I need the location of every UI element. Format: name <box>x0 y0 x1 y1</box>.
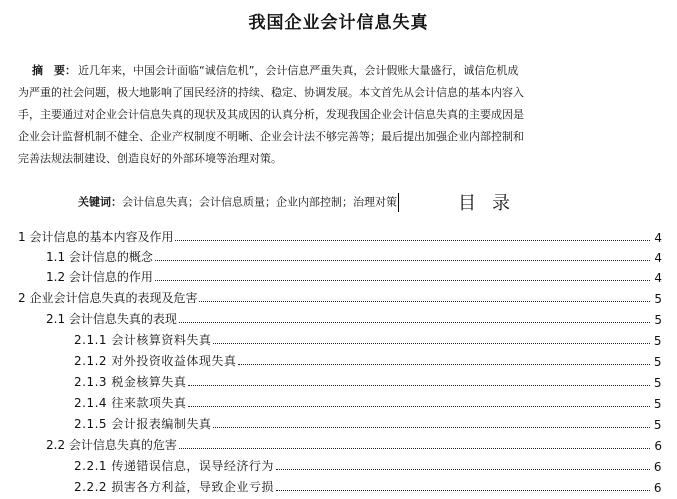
text-cursor <box>398 193 399 212</box>
toc-leader <box>155 259 650 261</box>
toc-entry-text: 2.2.2 损害各方利益，导致企业亏损 <box>74 480 274 494</box>
toc-leader <box>213 426 650 428</box>
toc-entry[interactable] <box>18 225 662 245</box>
toc-entry[interactable] <box>74 391 662 411</box>
document-title: 我国企业会计信息失真 <box>248 13 429 33</box>
toc-page-number: 5 <box>654 313 662 327</box>
toc-leader <box>179 321 650 323</box>
toc-leader <box>276 468 650 470</box>
toc-page-number: 5 <box>653 334 662 348</box>
toc-entry-text: 2 企业会计信息失真的表现及危害 <box>18 291 198 305</box>
toc-entry-text: 2.1.1 会计核算资料失真 <box>74 333 212 347</box>
toc-entry[interactable] <box>46 245 662 265</box>
toc-leader <box>188 405 650 407</box>
toc-page-number: 5 <box>653 376 662 390</box>
toc-entry-text: 2.1.5 会计报表编制失真 <box>74 417 212 431</box>
toc-entry[interactable] <box>74 454 662 474</box>
toc-page-number: 4 <box>654 231 662 245</box>
toc-page-number: 6 <box>653 481 662 495</box>
toc-page-number: 4 <box>654 251 662 265</box>
toc-leader <box>155 279 650 281</box>
toc-leader <box>213 342 650 344</box>
toc-entry-text: 1.1 会计信息的概念 <box>46 250 153 264</box>
abstract <box>18 60 578 170</box>
toc-leader <box>188 384 650 386</box>
toc-entry[interactable] <box>18 286 662 306</box>
abstract-line: 企业会计监督机制不健全、企业产权制度不明晰、企业会计法不够完善等；最后提出加强企业内部控制和 <box>18 130 524 143</box>
keywords-text: 会计信息失真；会计信息质量；企业内部控制；治理对策 <box>122 195 397 209</box>
toc-entry[interactable] <box>46 307 662 327</box>
toc-entry-text: 1.2 会计信息的作用 <box>46 270 153 284</box>
toc-page-number: 6 <box>653 460 662 474</box>
toc-leader <box>199 300 650 302</box>
toc-entry-text: 2.2.1 传递错误信息，误导经济行为 <box>74 459 274 473</box>
toc-entry-text: 2.1.3 税金核算失真 <box>74 375 187 389</box>
toc-page-number: 6 <box>654 439 662 453</box>
toc-entry[interactable] <box>74 328 662 348</box>
abstract-line <box>18 60 578 82</box>
toc-entry-text: 2.1.2 对外投资收益体现失真 <box>74 354 237 368</box>
toc-entry[interactable] <box>46 433 662 453</box>
toc-entry-text: 2.2 会计信息失真的危害 <box>46 438 177 452</box>
toc-entry-text: 2.1.4 往来款项失真 <box>74 396 187 410</box>
abstract-line: 完善法规法制建设、创造良好的外部环境等治理对策。 <box>18 152 282 165</box>
abstract-line: 手，主要通过对企业会计信息失真的现状及其成因的认真分析，发现我国企业会计信息失真的主要成因是 <box>18 108 524 121</box>
toc-page-number: 4 <box>654 271 662 285</box>
toc-entry-text: 1 会计信息的基本内容及作用 <box>18 230 174 244</box>
toc-leader <box>175 239 650 241</box>
toc-leader <box>238 363 650 365</box>
toc-leader <box>179 447 650 449</box>
keywords[interactable] <box>78 193 399 212</box>
toc-entry[interactable] <box>74 412 662 432</box>
toc-page-number: 5 <box>653 355 662 369</box>
toc-page-number: 5 <box>654 292 662 306</box>
toc-leader <box>276 489 650 491</box>
toc-entry[interactable] <box>74 349 662 369</box>
toc-title: 目录 <box>458 193 526 214</box>
toc-entry[interactable] <box>74 475 662 495</box>
toc-entry[interactable] <box>74 370 662 390</box>
toc-page-number: 5 <box>653 397 662 411</box>
toc-entry-text: 2.1 会计信息失真的表现 <box>46 312 177 326</box>
toc-page-number: 5 <box>653 418 662 432</box>
abstract-label: 摘 要： <box>32 64 76 77</box>
keywords-label: 关键词： <box>78 195 122 209</box>
abstract-text: 近几年来，中国会计面临“诚信危机”，会计信息严重失真，会计假账大量盛行，诚信危机成 <box>78 64 519 77</box>
abstract-line: 为严重的社会问题，极大地影响了国民经济的持续、稳定、协调发展。本文首先从会计信息的基本内容入 <box>18 86 524 99</box>
toc-entry[interactable] <box>46 265 662 285</box>
